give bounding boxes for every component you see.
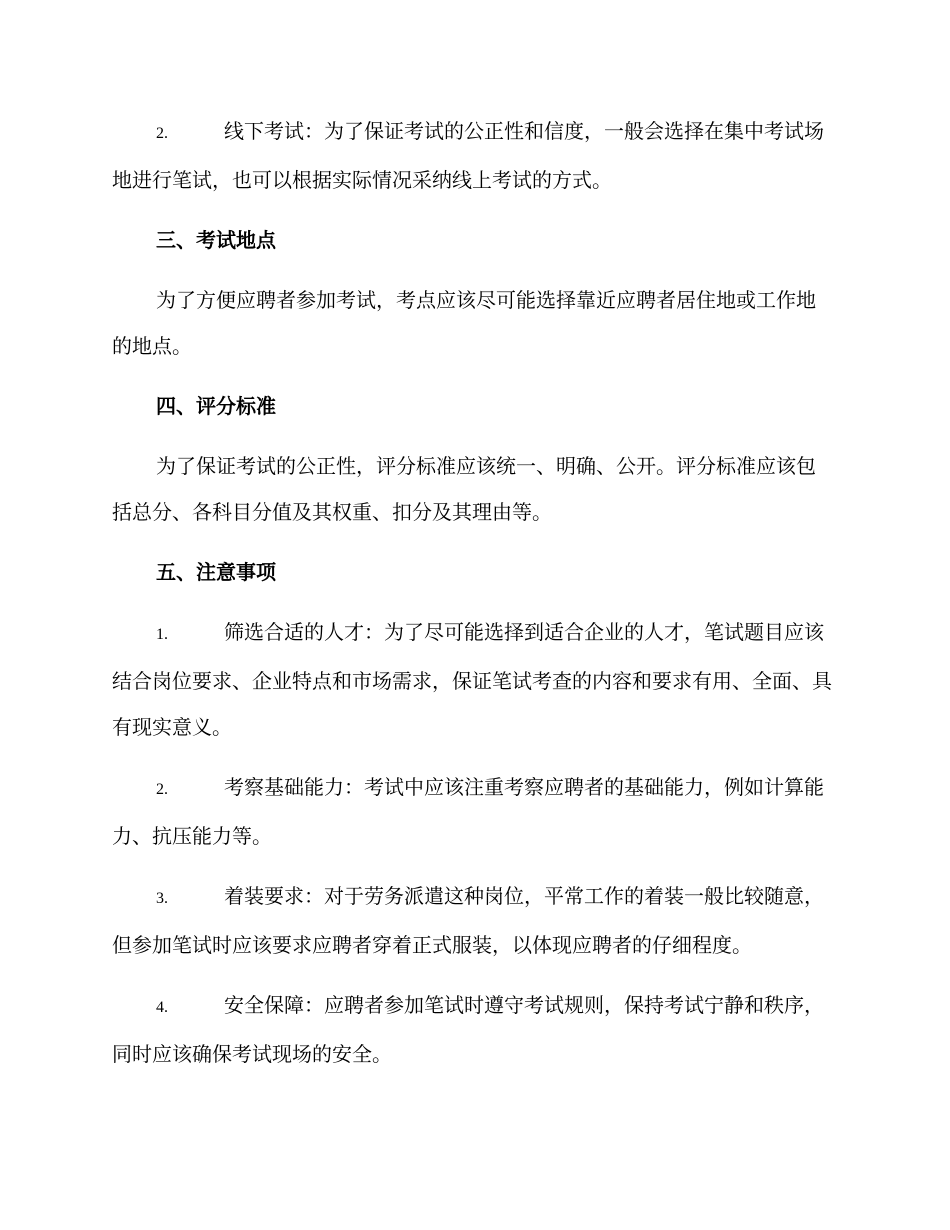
list-number: 2. (156, 781, 168, 798)
list-item-safety (112, 982, 834, 1077)
list-item-text: 安全保障：应聘者参加笔试时遵守考试规则，保持考试宁静和秩序，同时应该确保考试现场的安全。 (112, 993, 824, 1066)
paragraph-exam-location: 为了方便应聘者参加考试，考点应该尽可能选择靠近应聘者居住地或工作地的地点。 (112, 288, 816, 358)
section-heading-scoring: 四、评分标准 (156, 394, 276, 418)
list-item-text: 着装要求：对于劳务派遣这种岗位，平常工作的着装一般比较随意，但参加笔试时应该要求应聘者穿着正式服装，以体现应聘者的仔细程度。 (112, 884, 824, 957)
list-item-text: 筛选合适的人才：为了尽可能选择到适合企业的人才，笔试题目应该结合岗位要求、企业特点和市场需求，保证笔试考查的内容和要求有用、全面、具有现实意义。 (112, 620, 832, 739)
list-number: 3. (156, 890, 168, 907)
list-item-talent-screening (112, 609, 834, 750)
list-number: 4. (156, 999, 168, 1016)
list-item-basic-ability (112, 764, 834, 859)
list-item-text: 考察基础能力：考试中应该注重考察应聘者的基础能力，例如计算能力、抗压能力等。 (112, 775, 824, 848)
paragraph-scoring: 为了保证考试的公正性，评分标准应该统一、明确、公开。评分标准应该包括总分、各科目分值及其权重、扣分及其理由等。 (112, 454, 816, 524)
list-item-dress-code (112, 873, 834, 968)
list-item-text: 线下考试：为了保证考试的公正性和信度，一般会选择在集中考试场地进行笔试，也可以根据实际情况采纳线上考试的方式。 (112, 119, 824, 192)
document-page (112, 108, 834, 1091)
list-number: 1. (156, 626, 168, 643)
section-heading-exam-location: 三、考试地点 (156, 228, 276, 252)
section-heading-notes: 五、注意事项 (156, 560, 276, 584)
list-number: 2. (156, 125, 168, 142)
list-item-offline-exam (112, 108, 834, 203)
